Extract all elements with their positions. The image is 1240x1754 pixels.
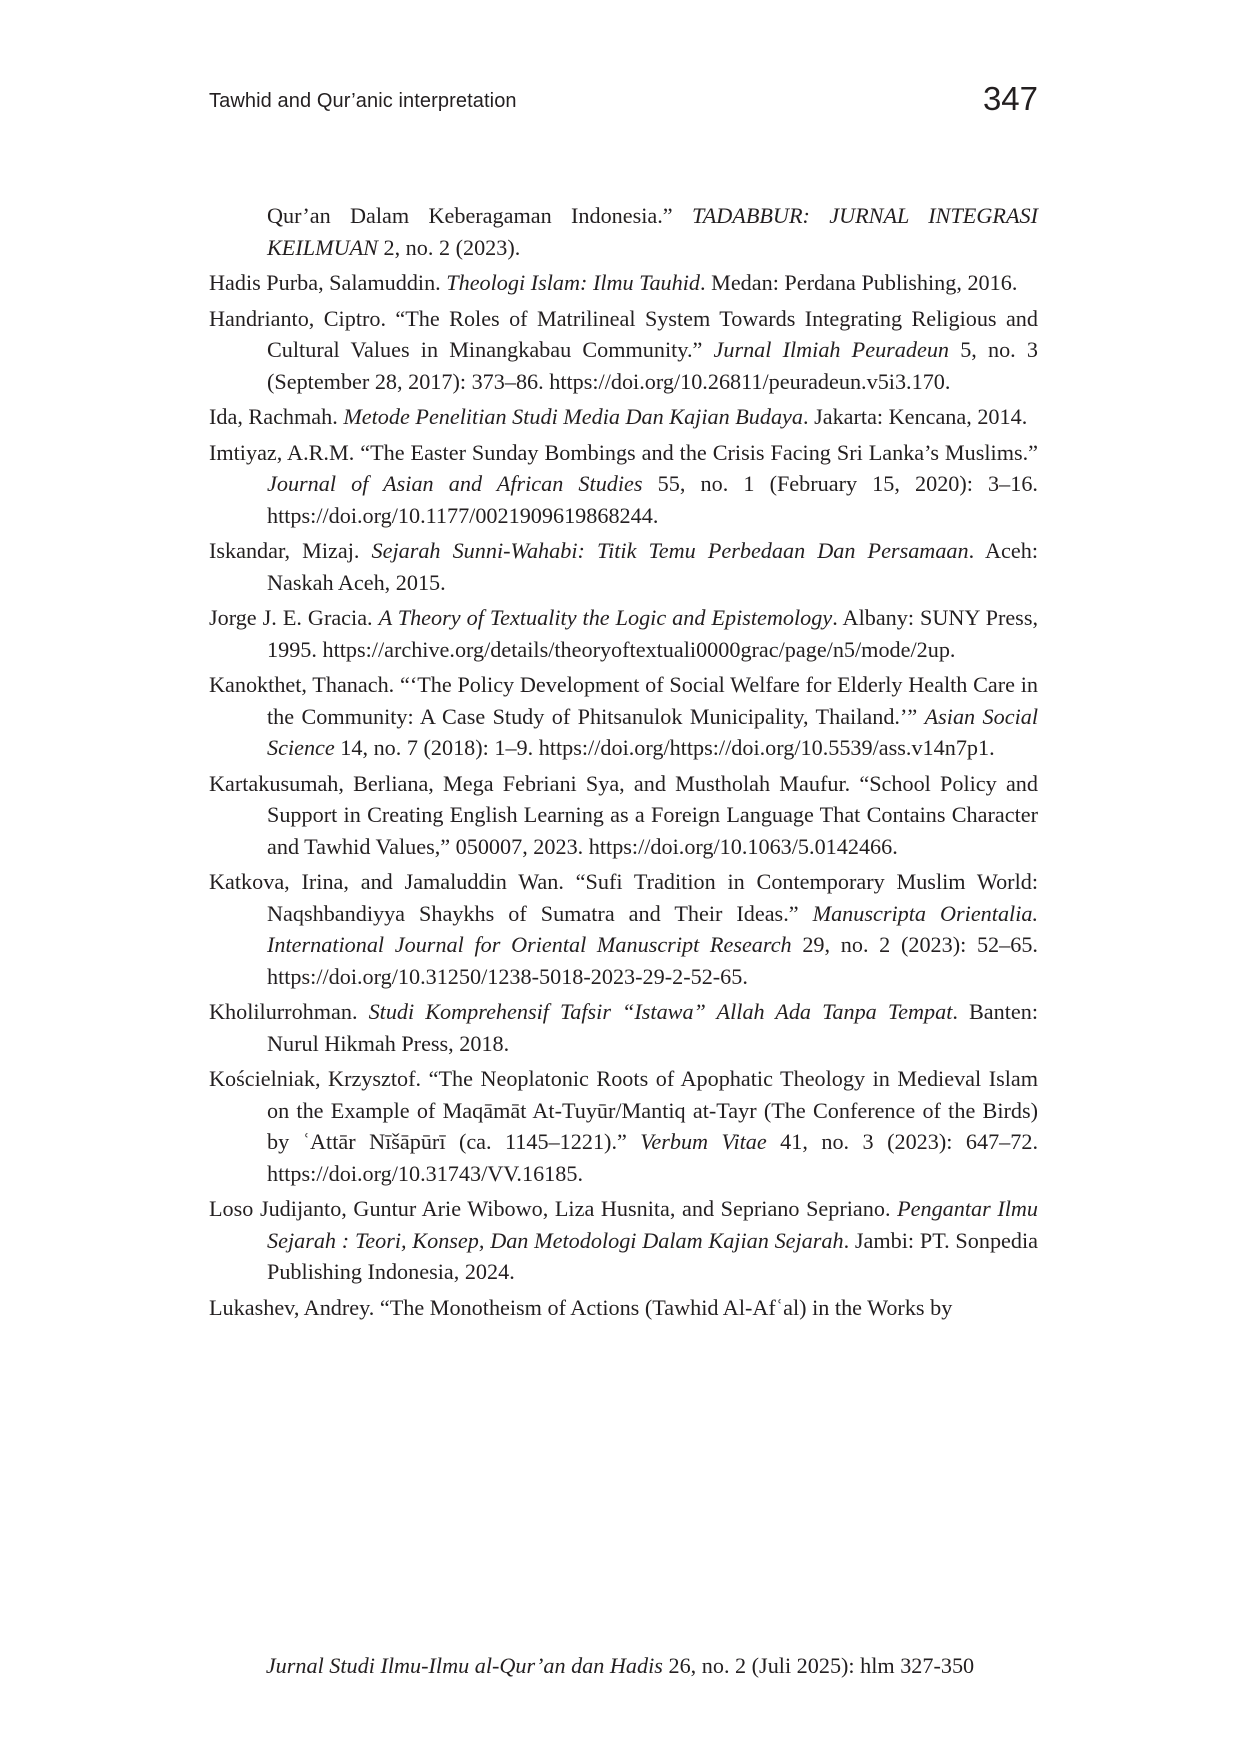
page-number: 347 bbox=[982, 80, 1038, 117]
reference-entry: Handrianto, Ciptro. “The Roles of Matrilineal System Towards Integrating Religious and Cultural Values in Minangkabau Community.” Jurnal Ilmiah Peuradeun 5, no. 3 (September 28, 2017): 373–86. https://doi.org/10.26811/peuradeun.v5i3.170. bbox=[209, 305, 1038, 394]
reference-entry: Kościelniak, Krzysztof. “The Neoplatonic Roots of Apophatic Theology in Medieval Islam on the Example of Maqāmāt At-Tuyūr/Mantiq at-Tayr (The Conference of the Birds) by ʿAttār Nīšāpūrī (ca. 1145–1221).” Verbum Vitae 41, no. 3 (2023): 647–72. https://doi.org/10.31743/VV.16185. bbox=[209, 1066, 1038, 1186]
reference-list bbox=[209, 200, 1038, 1327]
reference-entry: Kanokthet, Thanach. “‘The Policy Development of Social Welfare for Elderly Health Care in the Community: A Case Study of Phitsanulok Municipality, Thailand.’” Asian Social Science 14, no. 7 (2018): 1–9. https://doi.org/https://doi.org/10.5539/ass.v14n7p1. bbox=[209, 672, 1039, 760]
reference-entry: Loso Judijanto, Guntur Arie Wibowo, Liza Husnita, and Sepriano Sepriano. Pengantar Ilmu Sejarah : Teori, Konsep, Dan Metodologi Dalam Kajian Sejarah. Jambi: PT. Sonpedia Publishing Indonesia, 2024. bbox=[209, 1196, 1038, 1284]
reference-entry: Hadis Purba, Salamuddin. Theologi Islam: Ilmu Tauhid. Medan: Perdana Publishing, 2016. bbox=[209, 270, 1018, 295]
running-head: Tawhid and Qur’anic interpretation bbox=[209, 90, 517, 112]
reference-entry: Lukashev, Andrey. “The Monotheism of Actions (Tawhid Al-Afʿal) in the Works by bbox=[209, 1294, 953, 1320]
journal-issue-details: 26, no. 2 (Juli 2025): hlm 327-350 bbox=[662, 1653, 975, 1678]
reference-entry: Imtiyaz, A.R.M. “The Easter Sunday Bombings and the Crisis Facing Sri Lanka’s Muslims.” Journal of Asian and African Studies 55, no. 1 (February 15, 2020): 3–16. https://doi.org/10.1177/0021909619868244. bbox=[209, 439, 1038, 528]
journal-name: Jurnal Studi Ilmu-Ilmu al-Qur’an dan Hadis bbox=[265, 1653, 663, 1678]
reference-entry: Iskandar, Mizaj. Sejarah Sunni-Wahabi: Titik Temu Perbedaan Dan Persamaan. Aceh: Naskah Aceh, 2015. bbox=[209, 538, 1038, 595]
reference-entry: Katkova, Irina, and Jamaluddin Wan. “Sufi Tradition in Contemporary Muslim World: Naqshbandiyya Shaykhs of Sumatra and Their Ideas.” Manuscripta Orientalia. International Journal for Oriental Manuscript Research 29, no. 2 (2023): 52–65. https://doi.org/10.31250/1238-5018-2023-29-2-52-65. bbox=[209, 869, 1039, 989]
reference-entry: Qur’an Dalam Keberagaman Indonesia.” TADABBUR: JURNAL INTEGRASI KEILMUAN 2, no. 2 (2023). bbox=[267, 203, 1038, 260]
reference-entry: Ida, Rachmah. Metode Penelitian Studi Media Dan Kajian Budaya. Jakarta: Kencana, 2014. bbox=[209, 404, 1028, 429]
reference-entry: Jorge J. E. Gracia. A Theory of Textuality the Logic and Epistemology. Albany: SUNY Press, 1995. https://archive.org/details/theoryoftextuali0000grac/page/n5/mode/2up. bbox=[209, 605, 1039, 662]
reference-entry: Kartakusumah, Berliana, Mega Febriani Sya, and Mustholah Maufur. “School Policy and Support in Creating English Learning as a Foreign Language That Contains Character and Tawhid Values,” 050007, 2023. https://doi.org/10.1063/5.0142466. bbox=[209, 770, 1038, 859]
reference-entry: Kholilurrohman. Studi Komprehensif Tafsir “Istawa” Allah Ada Tanpa Tempat. Banten: Nurul Hikmah Press, 2018. bbox=[209, 999, 1038, 1056]
page-footer bbox=[0, 1653, 1240, 1679]
